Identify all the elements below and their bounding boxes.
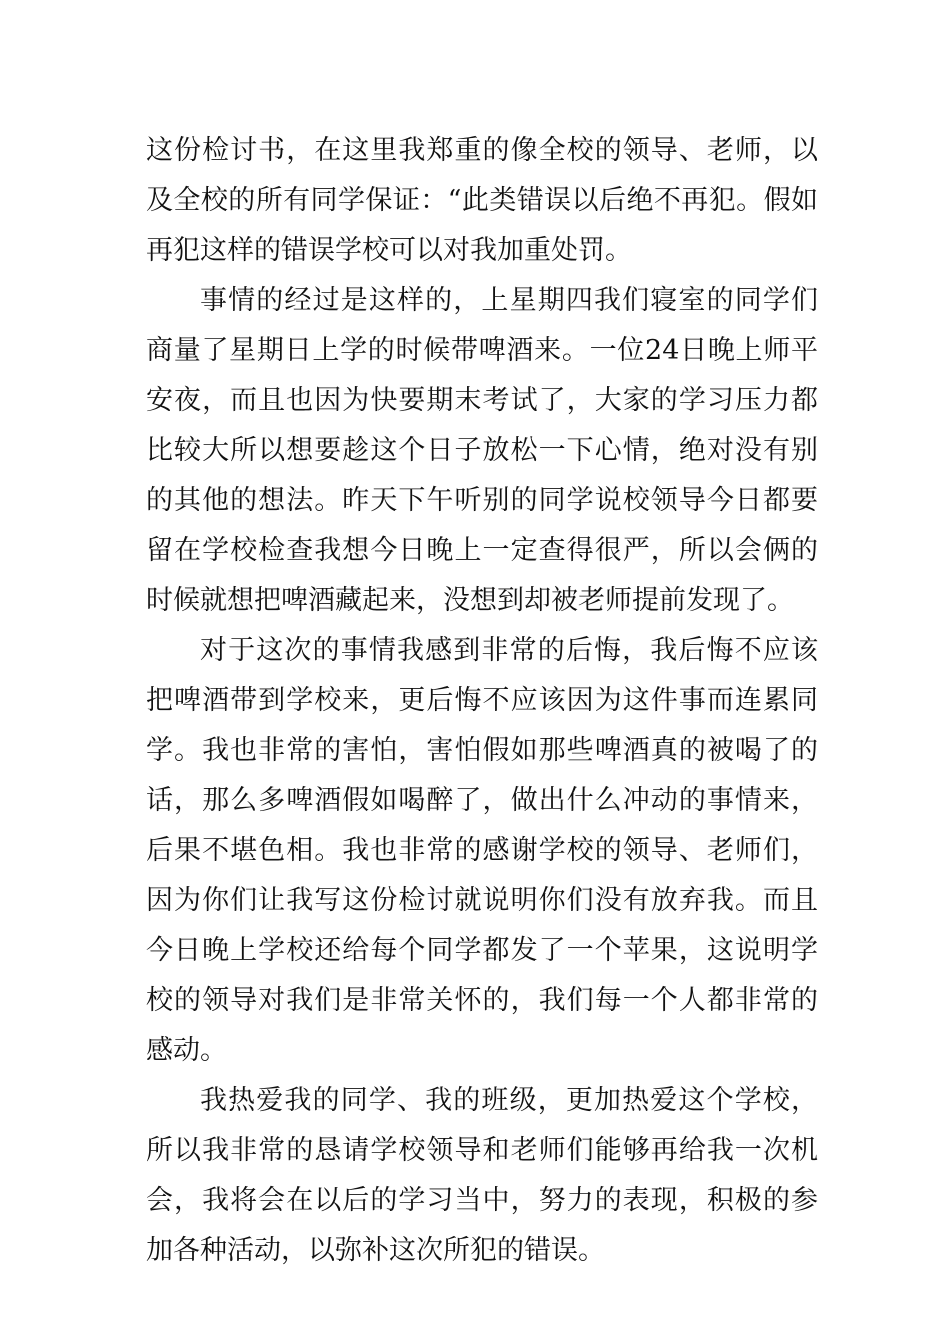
paragraph-4: 我热爱我的同学、我的班级，更加热爱这个学校，所以我非常的恳请学校领导和老师们能够再给我一次机会，我将会在以后的学习当中，努力的表现，积极的参加各种活动，以弥补这次所犯的错误。 [146, 1085, 818, 1266]
document-body [146, 126, 818, 1276]
paragraph-3: 对于这次的事情我感到非常的后悔，我后悔不应该把啤酒带到学校来，更后悔不应该因为这件事而连累同学。我也非常的害怕，害怕假如那些啤酒真的被喝了的话，那么多啤酒假如喝醉了，做出什么冲动的事情来，后果不堪色相。我也非常的感谢学校的领导、老师们，因为你们让我写这份检讨就说明你们没有放弃我。而且今日晚上学校还给每个同学都发了一个苹果，这说明学校的领导对我们是非常关怀的，我们每一个人都非常的感动。 [146, 635, 818, 1066]
paragraph-1: 这份检讨书，在这里我郑重的像全校的领导、老师，以及全校的所有同学保证：“此类错误以后绝不再犯。假如再犯这样的错误学校可以对我加重处罚。 [146, 135, 818, 266]
paragraph-2: 事情的经过是这样的，上星期四我们寝室的同学们商量了星期日上学的时候带啤酒来。一位24日晚上师平安夜，而且也因为快要期末考试了，大家的学习压力都比较大所以想要趁这个日子放松一下心情，绝对没有别的其他的想法。昨天下午听别的同学说校领导今日都要留在学校检查我想今日晚上一定查得很严，所以会俩的时候就想把啤酒藏起来，没想到却被老师提前发现了。 [146, 285, 818, 616]
